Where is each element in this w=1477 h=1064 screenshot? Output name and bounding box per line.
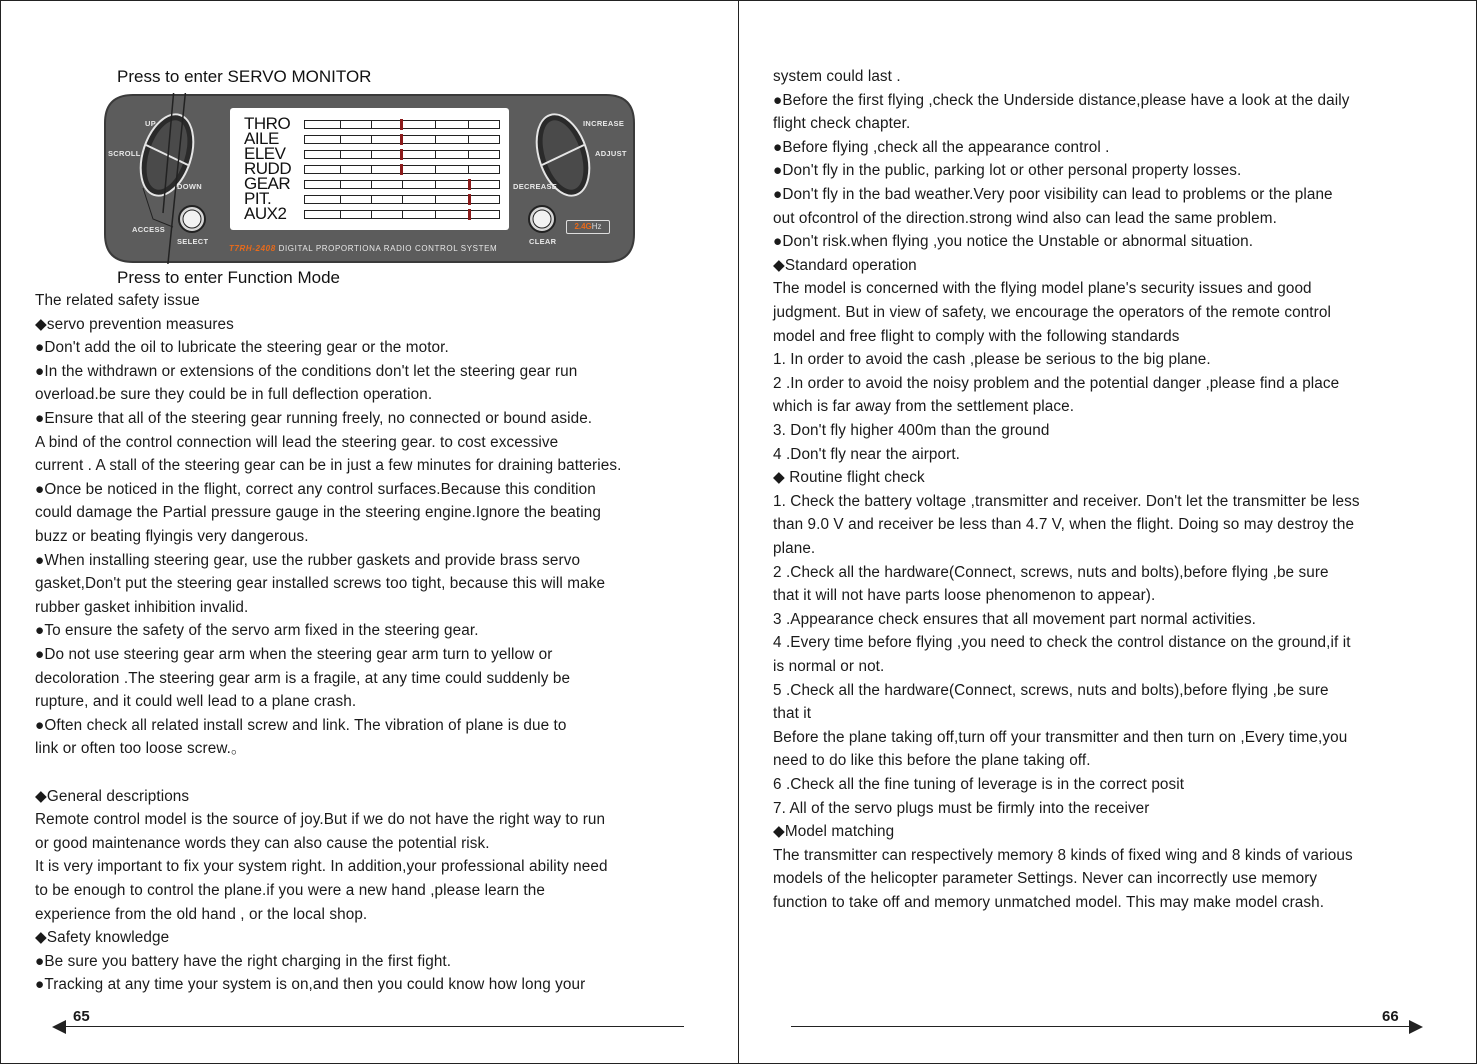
- text-line: ◆servo prevention measures: [35, 315, 234, 333]
- text-line: that it will not have parts loose phenomenon to appear).: [773, 587, 1156, 605]
- text-line: ●Tracking at any time your system is on,and then you could know how long your: [35, 976, 586, 994]
- text-line: The model is concerned with the flying model plane's security issues and good: [773, 280, 1312, 298]
- transmitter-panel: [103, 93, 636, 264]
- bar-tick: [435, 121, 436, 128]
- frequency-value: 2.4G: [574, 222, 592, 231]
- right-arrow-icon: [1409, 1020, 1423, 1034]
- left-footer-rule: [64, 1026, 684, 1027]
- text-line: 5 .Check all the hardware(Connect, screws, nuts and bolts),before flying ,be sure: [773, 681, 1329, 699]
- bar-tick: [435, 211, 436, 218]
- bar-tick: [371, 166, 372, 173]
- text-line: overload.be sure they could be in full deflection operation.: [35, 386, 433, 404]
- bar-tick: [371, 151, 372, 158]
- system-text: DIGITAL PROPORTIONA RADIO CONTROL SYSTEM: [278, 244, 498, 253]
- text-line: judgment. But in view of safety, we encourage the operators of the remote control: [773, 304, 1331, 321]
- channel-bar: [304, 165, 500, 174]
- bar-tick: [435, 181, 436, 188]
- access-label: ACCESS: [132, 225, 166, 234]
- channel-label: PIT.: [244, 189, 272, 208]
- text-line: flight check chapter.: [773, 115, 911, 133]
- channel-marker: [400, 119, 403, 130]
- channel-label: GEAR: [244, 174, 291, 193]
- bar-tick: [371, 136, 372, 143]
- text-line: rubber gasket inhibition invalid.: [35, 598, 249, 616]
- channel-marker: [400, 149, 403, 160]
- bar-tick: [371, 121, 372, 128]
- text-line: which is far away from the settlement place.: [773, 398, 1075, 416]
- text-line: 4 .Every time before flying ,you need to check the control distance on the ground,if it: [773, 634, 1351, 652]
- bar-tick: [435, 196, 436, 203]
- text-line: ●Often check all related install screw and link. The vibration of plane is due to: [35, 716, 567, 734]
- bar-tick: [402, 181, 403, 188]
- text-line: 3 .Appearance check ensures that all movement part normal activities.: [773, 610, 1257, 628]
- clear-label: CLEAR: [529, 237, 557, 246]
- function-mode-note: Press to enter Function Mode: [117, 268, 341, 287]
- channel-marker: [400, 164, 403, 175]
- servo-monitor-screen: [230, 108, 509, 230]
- channel-marker: [468, 194, 471, 205]
- channel-marker: [468, 209, 471, 220]
- page-divider: [738, 0, 739, 1064]
- text-line: ●To ensure the safety of the servo arm fixed in the steering gear.: [35, 622, 479, 640]
- frequency-badge: [566, 220, 610, 234]
- text-line: ◆Model matching: [773, 823, 895, 841]
- bar-tick: [340, 211, 341, 218]
- text-line: ●Before flying ,check all the appearance control .: [773, 138, 1110, 156]
- channel-label: ELEV: [244, 144, 286, 163]
- text-line: system could last .: [773, 68, 901, 85]
- text-line: is normal or not.: [773, 658, 885, 675]
- text-line: ◆Safety knowledge: [35, 929, 170, 947]
- page-number-right: 66: [1382, 1008, 1399, 1025]
- text-line: link or often too loose screw.。: [35, 740, 247, 758]
- bar-tick: [435, 136, 436, 143]
- text-line: 1. In order to avoid the cash ,please be serious to the big plane.: [773, 351, 1211, 369]
- text-line: ●Don't add the oil to lubricate the steering gear or the motor.: [35, 339, 449, 357]
- text-line: model and free flight to comply with the following standards: [773, 327, 1180, 345]
- up-label: UP: [145, 119, 157, 128]
- channel-bar: [304, 120, 500, 129]
- channel-bar: [304, 180, 500, 189]
- channel-bar: [304, 135, 500, 144]
- text-line: plane.: [773, 540, 816, 557]
- channel-bar: [304, 195, 500, 204]
- text-line: ●Don't fly in the public, parking lot or other personal property losses.: [773, 162, 1242, 180]
- text-line: It is very important to fix your system right. In addition,your professional ability need: [35, 858, 608, 876]
- system-title: [229, 244, 497, 253]
- text-line: ●Do not use steering gear arm when the steering gear arm turn to yellow or: [35, 646, 553, 663]
- text-line: ●When installing steering gear, use the rubber gaskets and provide brass servo: [35, 551, 581, 569]
- bar-tick: [340, 121, 341, 128]
- bar-tick: [340, 136, 341, 143]
- text-line: than 9.0 V and receiver be less than 4.7 V, when the flight. Doing so may destroy the: [773, 516, 1355, 534]
- bar-tick: [402, 196, 403, 203]
- text-line: ●Before the first flying ,check the Underside distance,please have a look at the daily: [773, 91, 1350, 109]
- text-line: 1. Check the battery voltage ,transmitter and receiver. Don't let the transmitter be less: [773, 492, 1360, 510]
- channel-label: RUDD: [244, 159, 292, 178]
- channel-label: AILE: [244, 129, 279, 148]
- bar-tick: [340, 166, 341, 173]
- text-line: ●Don't risk.when flying ,you notice the Unstable or abnormal situation.: [773, 233, 1254, 251]
- text-line: The related safety issue: [35, 292, 200, 309]
- channel-marker: [400, 134, 403, 145]
- bar-tick: [435, 151, 436, 158]
- text-line: decoloration .The steering gear arm is a fragile, at any time could suddenly be: [35, 669, 571, 687]
- page-number-left: 65: [73, 1008, 90, 1025]
- servo-monitor-note: Press to enter SERVO MONITOR: [117, 67, 372, 86]
- text-line: gasket,Don't put the steering gear installed screws too tight, because this will make: [35, 575, 606, 593]
- text-line: that it: [773, 705, 812, 723]
- bar-tick: [340, 196, 341, 203]
- bar-tick: [340, 151, 341, 158]
- text-line: ●Once be noticed in the flight, correct any control surfaces.Because this condition: [35, 480, 596, 498]
- text-line: to be enough to control the plane.if you were a new hand ,please learn the: [35, 882, 546, 899]
- text-line: 7. All of the servo plugs must be firmly into the receiver: [773, 799, 1150, 817]
- text-line: current . A stall of the steering gear can be in just a few minutes for draining batteries.: [35, 457, 622, 475]
- bar-tick: [468, 151, 469, 158]
- text-line: ◆General descriptions: [35, 787, 190, 805]
- bar-tick: [371, 196, 372, 203]
- brand-logo: T7RH-2408: [229, 244, 276, 253]
- decrease-label: DECREASE: [513, 182, 558, 191]
- bar-tick: [435, 166, 436, 173]
- bar-tick: [468, 166, 469, 173]
- text-line: 2 .Check all the hardware(Connect, screws, nuts and bolts),before flying ,be sure: [773, 563, 1329, 581]
- text-line: The transmitter can respectively memory 8 kinds of fixed wing and 8 kinds of various: [773, 846, 1353, 864]
- select-label: SELECT: [177, 237, 209, 246]
- text-line: 2 .In order to avoid the noisy problem and the potential danger ,please find a place: [773, 374, 1340, 392]
- text-line: Remote control model is the source of joy.But if we do not have the right way to run: [35, 811, 606, 829]
- text-line: 6 .Check all the fine tuning of leverage is in the correct posit: [773, 776, 1185, 793]
- adjust-label: ADJUST: [595, 149, 627, 158]
- bar-tick: [468, 136, 469, 143]
- bar-tick: [468, 121, 469, 128]
- text-line: need to do like this before the plane taking off.: [773, 752, 1091, 770]
- text-line: 3. Don't fly higher 400m than the ground: [773, 422, 1050, 439]
- text-line: out ofcontrol of the direction.strong wind also can lead the same problem.: [773, 209, 1277, 227]
- scroll-label: SCROLL: [108, 149, 141, 158]
- channel-label: THRO: [244, 114, 291, 133]
- text-line: experience from the old hand , or the local shop.: [35, 905, 368, 923]
- down-label: DOWN: [177, 182, 202, 191]
- text-line: buzz or beating flyingis very dangerous.: [35, 528, 309, 545]
- frequency-unit: Hz: [591, 222, 602, 231]
- bar-tick: [371, 181, 372, 188]
- channel-bar: [304, 150, 500, 159]
- text-line: could damage the Partial pressure gauge in the steering engine.Ignore the beating: [35, 504, 601, 522]
- channel-label: AUX2: [244, 204, 287, 223]
- text-line: ◆ Routine flight check: [773, 469, 925, 487]
- right-footer-rule: [791, 1026, 1411, 1027]
- text-line: Before the plane taking off,turn off your transmitter and then turn on ,Every time,you: [773, 728, 1348, 746]
- channel-marker: [468, 179, 471, 190]
- text-line: ●Ensure that all of the steering gear running freely, no connected or bound aside.: [35, 410, 593, 427]
- bar-tick: [371, 211, 372, 218]
- text-line: 4 .Don't fly near the airport.: [773, 445, 961, 463]
- left-arrow-icon: [52, 1020, 66, 1034]
- text-line: ●Be sure you battery have the right charging in the first fight.: [35, 952, 452, 970]
- bar-tick: [340, 181, 341, 188]
- text-line: ●In the withdrawn or extensions of the conditions don't let the steering gear run: [35, 362, 578, 380]
- bar-tick: [402, 211, 403, 218]
- text-line: or good maintenance words they can also cause the potential risk.: [35, 834, 490, 852]
- text-line: ◆Standard operation: [773, 256, 917, 274]
- text-line: A bind of the control connection will lead the steering gear. to cost excessive: [35, 433, 559, 451]
- text-line: models of the helicopter parameter Settings. Never can incorrectly use memory: [773, 870, 1318, 888]
- channel-bar: [304, 210, 500, 219]
- text-line: rupture, and it could well lead to a plane crash.: [35, 693, 357, 711]
- text-line: ●Don't fly in the bad weather.Very poor visibility can lead to problems or the plane: [773, 186, 1333, 203]
- increase-label: INCREASE: [583, 119, 625, 128]
- text-line: function to take off and memory unmatched model. This may make model crash.: [773, 894, 1325, 911]
